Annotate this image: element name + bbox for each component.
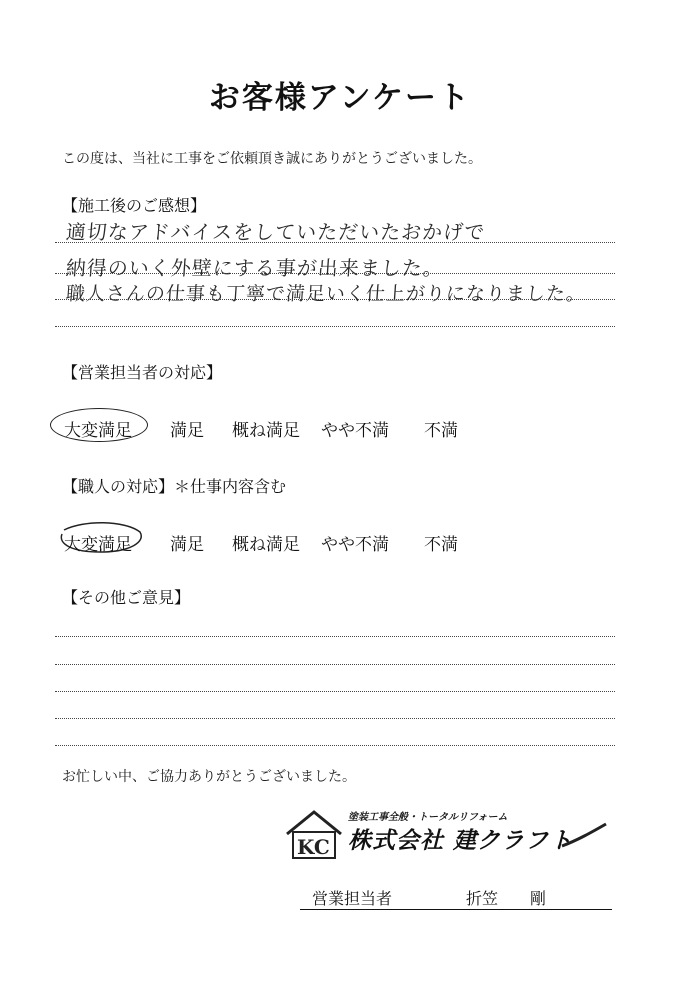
impressions-heading: 【施工後のご感想】: [62, 196, 207, 215]
dotted-rule: [55, 326, 615, 327]
craftsman-option-mostly-satisfied: 概ね満足: [232, 535, 300, 555]
representative-surname: 折笠: [466, 889, 499, 908]
sales-option-mostly-satisfied: 概ね満足: [232, 421, 300, 441]
intro-text: この度は、当社に工事をご依頼頂き誠にありがとうございました。: [62, 151, 482, 167]
impression-line-2: 納得のいく外壁にする事が出来ました。: [65, 256, 445, 280]
house-logo-icon: [283, 808, 345, 860]
craftsman-option-satisfied: 満足: [170, 535, 204, 555]
sales-option-dissatisfied: 不満: [424, 421, 458, 441]
logo-company-name: 株式会社 建クラフト: [348, 828, 574, 854]
dotted-rule: [55, 664, 615, 665]
representative-label: 営業担当者: [312, 889, 393, 908]
dotted-rule: [55, 745, 615, 746]
other-comments-heading: 【その他ご意見】: [62, 588, 191, 607]
sales-option-somewhat-dissatisfied: やや不満: [321, 421, 389, 441]
logo-tagline: 塗装工事全般・トータルリフォーム: [348, 812, 508, 823]
craftsman-response-heading: 【職人の対応】＊仕事内容含む: [62, 477, 287, 496]
dotted-rule: [55, 299, 615, 300]
craftsman-option-very-satisfied: 大変満足: [64, 535, 132, 555]
craftsman-option-somewhat-dissatisfied: やや不満: [321, 535, 389, 555]
signature-underline: [300, 909, 612, 910]
sales-option-satisfied: 満足: [170, 421, 204, 441]
logo-mark-text: KC: [297, 835, 330, 859]
closing-text: お忙しい中、ご協力ありがとうございました。: [62, 769, 356, 785]
page-title: お客様アンケート: [208, 80, 472, 116]
dotted-rule: [55, 691, 615, 692]
logo-swoosh-icon: [560, 822, 610, 852]
representative-given-name: 剛: [530, 889, 547, 908]
craftsman-option-dissatisfied: 不満: [424, 535, 458, 555]
impression-line-3: 職人さんの仕事も丁寧で満足いく仕上がりになりました。: [65, 283, 587, 305]
sales-option-very-satisfied: 大変満足: [64, 421, 132, 441]
sales-response-heading: 【営業担当者の対応】: [62, 363, 223, 382]
impression-line-1: 適切なアドバイスをしていただいたおかげで: [65, 220, 487, 244]
dotted-rule: [55, 273, 615, 274]
dotted-rule: [55, 718, 615, 719]
dotted-rule: [55, 636, 615, 637]
dotted-rule: [55, 242, 615, 243]
